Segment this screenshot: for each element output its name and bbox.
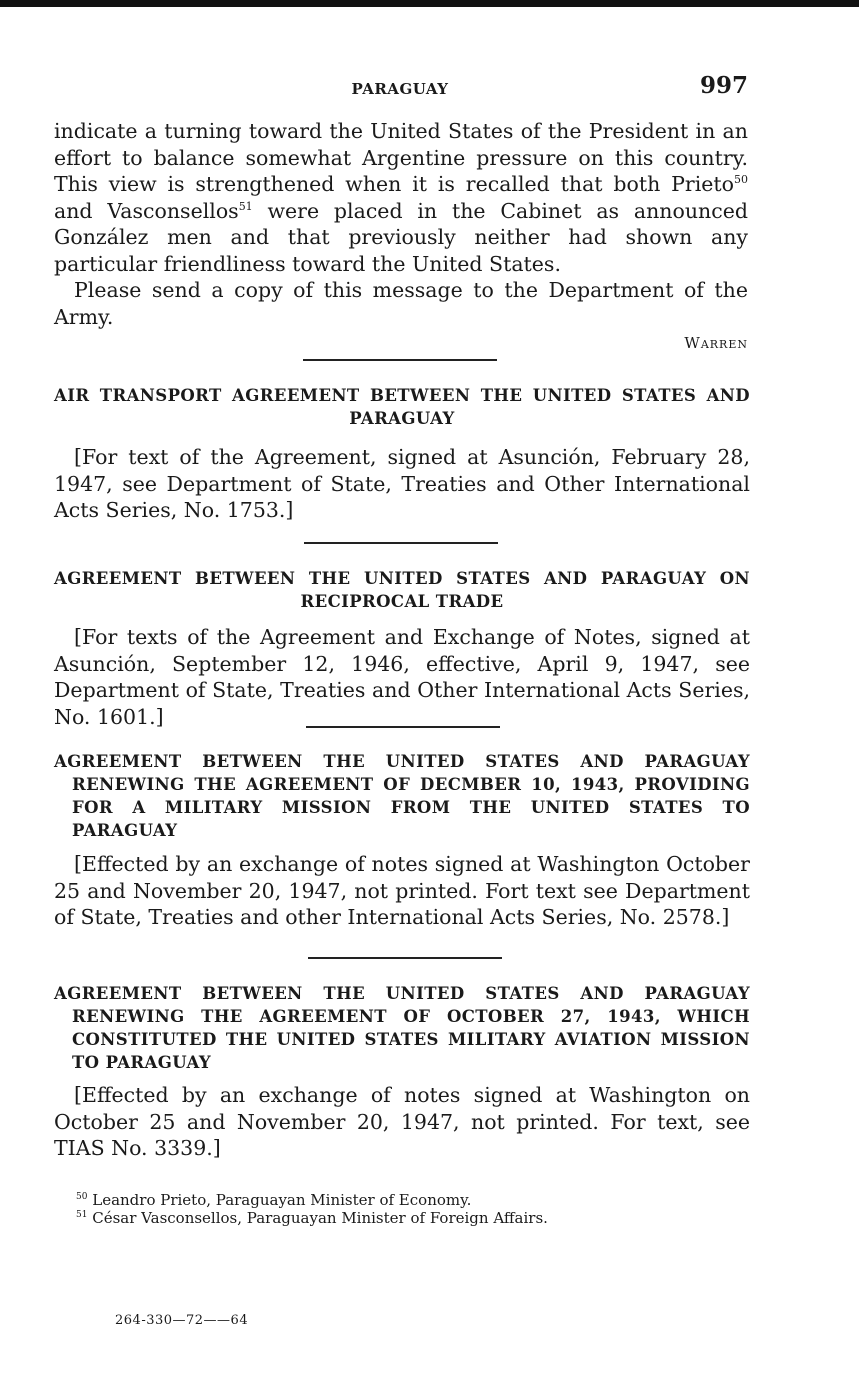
footnote-ref-51: 51 <box>238 199 253 213</box>
footnote-51 <box>76 1209 756 1227</box>
footnote-text: César Vasconsellos, Paraguayan Minister of Foreign Affairs. <box>92 1209 548 1227</box>
footnote-50 <box>76 1191 756 1209</box>
section-heading-aviation-mission: AGREEMENT BETWEEN THE UNITED STATES AND PARAGUAY RENEWING THE AGREEMENT OF OCTOBER 27, 1943, WHICH CONSTITUTED THE UNITED STATES MILITARY AVIATION MISSION TO PARAGUAY <box>54 984 750 1072</box>
section-divider <box>304 542 498 544</box>
running-title: PARAGUAY <box>351 80 449 98</box>
section-text-air-transport: [For text of the Agreement, signed at Asunción, February 28, 1947, see Department of State, Treaties and Other International Acts Series, No. 1753.] <box>54 445 750 522</box>
section-text-aviation-mission: [Effected by an exchange of notes signed at Washington on October 25 and November 20, 1947, not printed. For text, see TIAS No. 3339.] <box>54 1083 750 1160</box>
running-head <box>0 72 859 100</box>
footnote-ref-50: 50 <box>734 173 748 187</box>
continuation-text-part-2: and Vasconsellos <box>54 198 239 223</box>
section-heading-military-mission: AGREEMENT BETWEEN THE UNITED STATES AND PARAGUAY RENEWING THE AGREEMENT OF DECMBER 10, 1943, PROVIDING FOR A MILITARY MISSION FROM THE UNITED STATES TO PARAGUAY <box>54 752 750 840</box>
section-text-military-mission: [Effected by an exchange of notes signed at Washington October 25 and November 20, 1947, not printed. Fort text see Department of State, Treaties and other International Acts Series, No. 2578.] <box>54 852 750 929</box>
footnote-text: Leandro Prieto, Paraguayan Minister of Economy. <box>92 1191 472 1209</box>
footnotes <box>76 1191 756 1227</box>
top-edge-rule <box>0 0 859 7</box>
footnote-mark: 51 <box>76 1210 88 1220</box>
closing-paragraph: Please send a copy of this message to the Department of the Army. <box>54 278 748 329</box>
continuation-paragraph <box>54 118 748 277</box>
printer-code: 264-330—72——64 <box>115 1313 249 1328</box>
footnote-mark: 50 <box>76 1192 88 1202</box>
section-divider <box>306 726 500 728</box>
signature: Warren <box>684 334 748 352</box>
continuation-text <box>54 118 748 357</box>
page-number: 997 <box>700 72 749 99</box>
section-heading-reciprocal-trade: AGREEMENT BETWEEN THE UNITED STATES AND PARAGUAY ON RECIPROCAL TRADE <box>54 569 750 611</box>
section-text-reciprocal-trade: [For texts of the Agreement and Exchange of Notes, signed at Asunción, September 12, 1946, effective, April 9, 1947, see Department of State, Treaties and Other International Acts Series, No. 1601.] <box>54 625 750 729</box>
continuation-text-part-3: were placed in the Cabinet as announced González men and that previously neither had shown any particular friendliness toward the United States. <box>54 198 748 276</box>
section-divider <box>308 957 502 959</box>
continuation-text-part-1: indicate a turning toward the United States of the President in an effort to balance somewhat Argentine pressure on this country. This view is strengthened when it is recalled that both Prieto <box>54 119 748 196</box>
section-heading-air-transport: AIR TRANSPORT AGREEMENT BETWEEN THE UNITED STATES AND PARAGUAY <box>54 386 750 428</box>
section-divider <box>303 359 497 361</box>
